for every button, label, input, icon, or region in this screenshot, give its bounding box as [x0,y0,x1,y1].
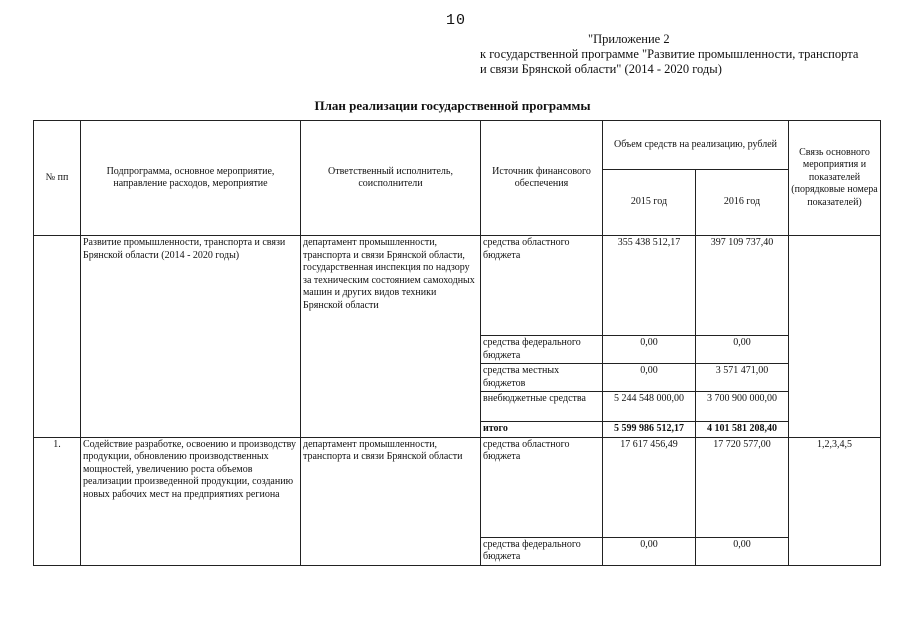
appendix-header [480,32,880,77]
header-source: Источник финансового обеспечения [481,121,603,236]
plan-table [33,120,881,566]
document-title: План реализации государственной программы [314,98,591,113]
block1-executor: департамент промышленности, транспорта и связи Брянской области, государственная инспекция по надзору за техническим состоянием самоходных машин и других видов техники Брянской области [301,236,481,438]
block1-link [789,236,881,438]
block2-name: Содействие разработке, освоению и производству продукции, обновлению производственных мощностей, увеличению роста объемов реализации произведенной продукции, созданию новых рабочих мест на предприятиях региона [81,437,301,565]
header-2016: 2016 год [696,170,789,236]
block1-extrabudget-2016: 3 700 900 000,00 [696,392,789,422]
header-2015: 2015 год [603,170,696,236]
table-row [34,437,881,537]
appendix-line-2: к государственной программе "Развитие промышленности, транспорта [480,47,859,61]
block1-total-2015: 5 599 986 512,17 [603,422,696,438]
block1-source-regional: средства областного бюджета [481,236,603,336]
block2-federal-2015: 0,00 [603,537,696,565]
block2-link: 1,2,3,4,5 [789,437,881,565]
block1-federal-2016: 0,00 [696,336,789,364]
block1-federal-2015: 0,00 [603,336,696,364]
block1-extrabudget-2015: 5 244 548 000,00 [603,392,696,422]
block1-total-2016: 4 101 581 208,40 [696,422,789,438]
block1-name: Развитие промышленности, транспорта и связи Брянской области (2014 - 2020 годы) [81,236,301,438]
page-number: 10 [446,12,467,29]
header-executor: Ответственный исполнитель, соисполнители [301,121,481,236]
block2-source-regional: средства областного бюджета [481,437,603,537]
block2-executor: департамент промышленности, транспорта и связи Брянской области [301,437,481,565]
header-link: Связь основного мероприятия и показателей (порядковые номера показателей) [789,121,881,236]
block2-source-federal: средства федерального бюджета [481,537,603,565]
header-num: № пп [34,121,81,236]
block1-source-extrabudget: внебюджетные средства [481,392,603,422]
header-volume: Объем средств на реализацию, рублей [603,121,789,170]
block1-source-local: средства местных бюджетов [481,364,603,392]
block1-regional-2016: 397 109 737,40 [696,236,789,336]
block1-num [34,236,81,438]
header-subprogram: Подпрограмма, основное мероприятие, направление расходов, мероприятие [81,121,301,236]
block2-num: 1. [34,437,81,565]
block2-regional-2015: 17 617 456,49 [603,437,696,537]
block1-local-2016: 3 571 471,00 [696,364,789,392]
block2-regional-2016: 17 720 577,00 [696,437,789,537]
block1-source-federal: средства федерального бюджета [481,336,603,364]
table-row [34,236,881,336]
block2-federal-2016: 0,00 [696,537,789,565]
appendix-line-1: "Приложение 2 [588,32,670,46]
appendix-line-3: и связи Брянской области" (2014 - 2020 годы) [480,62,722,76]
block1-total-label: итого [481,422,603,438]
block1-regional-2015: 355 438 512,17 [603,236,696,336]
block1-local-2015: 0,00 [603,364,696,392]
